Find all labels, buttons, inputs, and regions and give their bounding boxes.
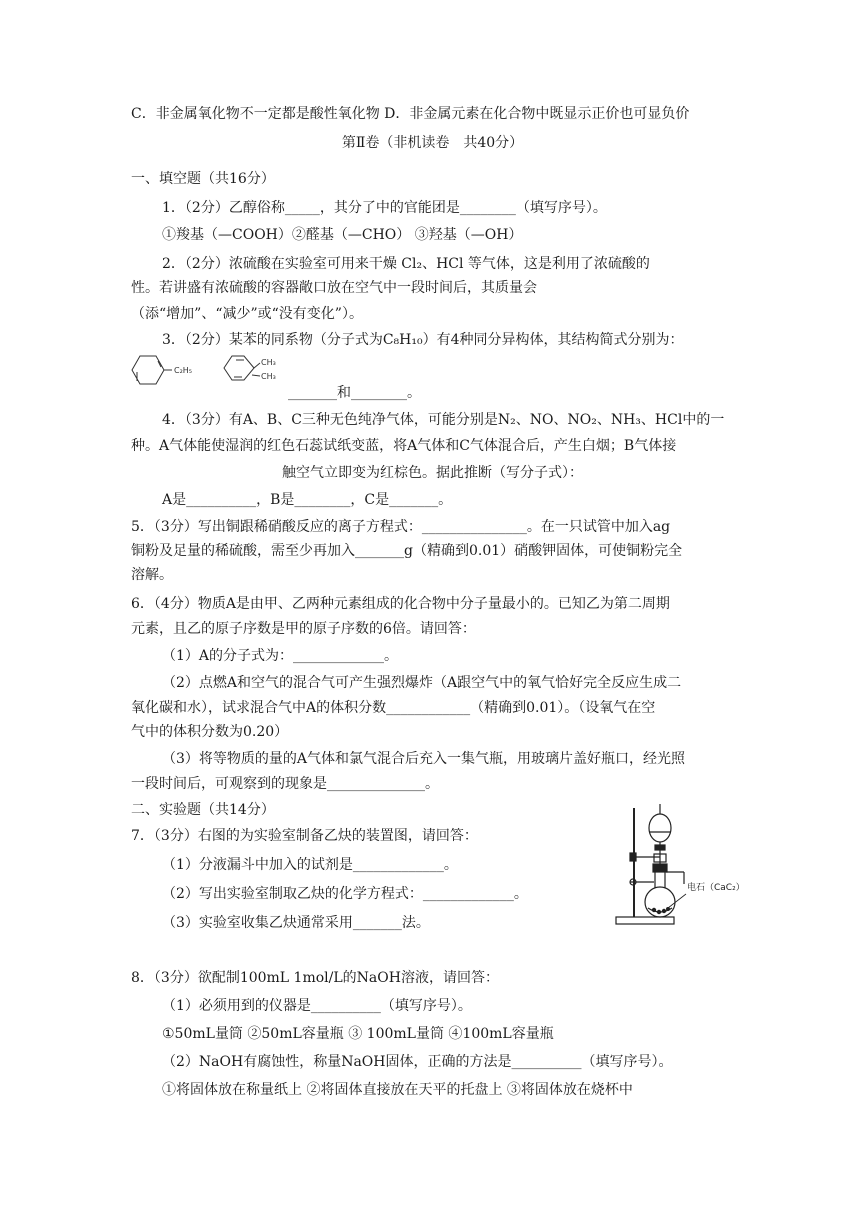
q6-part-2-line-2: 氧化碳和水），试求混合气中A的体积分数____________（精确到0.01）。（设氧气在空	[131, 700, 656, 716]
section-fill-in-title: 一、填空题（共16分）	[131, 171, 275, 187]
q7-part-2: （2）写出实验室制取乙炔的化学方程式：_____________。	[162, 886, 528, 902]
q1-options: ①羧基（—COOH）②醛基（—CHO） ③羟基（—OH）	[162, 227, 523, 243]
q4-line-2: 种。A气体能使湿润的红色石蕊试纸变蓝，将A气体和C气体混合后，产生白烟；B气体接	[131, 438, 677, 454]
q8-part-2: （2）NaOH有腐蚀性，称量NaOH固体，正确的方法是__________（填写序号）。	[162, 1054, 673, 1070]
q2-line-3: （添“增加”、“减少”或“没有变化”）。	[131, 306, 363, 322]
q3-answer-blanks: _______和________。	[288, 385, 421, 401]
q8-stem: 8．（3分）欲配制100mL 1mol/L的NaOH溶液，请回答：	[131, 970, 499, 986]
stand-base	[616, 917, 674, 924]
q8-part-2-options: ①将固体放在称量纸上 ②将固体直接放在天平的托盘上 ③将固体放在烧杯中	[162, 1082, 633, 1098]
q6-part-3-line-2: 一段时间后，可观察到的现象是______________。	[131, 776, 439, 792]
methyl-group-label-2: CH₃	[261, 372, 276, 381]
option-cd-line: C．非金属氧化物不一定都是酸性氧化物 D．非金属元素在化合物中既显示正价也可显负价	[131, 106, 690, 122]
q6-part-2-line-3: 气中的体积分数为0.20）	[131, 724, 289, 740]
stopcock	[655, 845, 665, 850]
q5-line-2: 铜粉及足量的稀硫酸，需至少再加入_______g（精确到0.01）硝酸钾固体，可使铜粉完全	[131, 543, 683, 559]
q6-part-2-line-1: （2）点燃A和空气的混合气可产生强烈爆炸（A跟空气中的氧气恰好完全反应生成二	[162, 675, 682, 691]
q6-part-1: （1）A的分子式为：_____________。	[162, 648, 399, 664]
q2-line-1: 2．（2分）浓硫酸在实验室可用来干燥 Cl₂、HCl 等气体，这是利用了浓硫酸的	[162, 256, 650, 272]
q4-line-3: 触空气立即变为红棕色。据此推断（写分子式）：	[282, 465, 583, 481]
calcium-carbide-label: 电石（CaC₂）	[687, 883, 745, 893]
q4-answer-line: A是__________，B是________，C是_______。	[162, 492, 453, 508]
q5-line-1: 5．（3分）写出铜跟稀硝酸反应的离子方程式：_______________。在一只试管中加入ag	[131, 519, 671, 535]
q7-part-1: （1）分液漏斗中加入的试剂是_____________。	[162, 857, 458, 873]
q6-line-2: 元素，且乙的原子序数是甲的原子序数的6倍。请回答：	[131, 621, 476, 637]
section-experiment-title: 二、实验题（共14分）	[131, 802, 275, 818]
q1-stem: 1．（2分）乙醇俗称_____，其分了中的官能团是________（填写序号）。	[162, 200, 607, 216]
methyl-group-label-1: CH₃	[261, 358, 276, 367]
q8-part-1-options: ①50mL量筒 ②50mL容量瓶 ③ 100mL量筒 ④100mL容量瓶	[162, 1026, 554, 1042]
q8-part-1: （1）必须用到的仪器是__________（填写序号）。	[162, 998, 472, 1014]
q7-stem: 7．（3分）右图的为实验室制备乙炔的装置图，请回答：	[131, 828, 478, 844]
q4-line-1: 4．（3分）有A、B、C三种无色纯净气体，可能分别是N₂、NO、NO₂、NH₃、HCl中的一	[162, 412, 725, 428]
ethyl-group-label: C₂H₅	[174, 366, 193, 375]
acetylene-apparatus-figure	[614, 802, 764, 930]
part-title: 第Ⅱ卷（非机读卷 共40分）	[341, 135, 524, 151]
q3-stem: 3．（2分）某苯的同系物（分子式为C₈H₁₀）有4种同分异构体，其结构简式分别为：	[162, 332, 684, 348]
benzene-structures-figure	[128, 352, 308, 402]
q6-part-3-line-1: （3）将等物质的量的A气体和氯气混合后充入一集气瓶，用玻璃片盖好瓶口，经光照	[162, 751, 686, 767]
stopper	[653, 864, 667, 872]
q7-part-3: （3）实验室收集乙炔通常采用_______法。	[162, 915, 430, 931]
q5-line-3: 溶解。	[131, 567, 173, 583]
q2-line-2: 性。若讲盛有浓硫酸的容器敞口放在空气中一段时间后，其质量会	[131, 280, 537, 296]
xylene-structure	[224, 356, 260, 380]
q6-line-1: 6．（4分）物质A是由甲、乙两种元素组成的化合物中分子量最小的。已知乙为第二周期	[131, 596, 670, 612]
separatory-funnel	[649, 814, 671, 842]
ethylbenzene-structure	[132, 356, 172, 384]
